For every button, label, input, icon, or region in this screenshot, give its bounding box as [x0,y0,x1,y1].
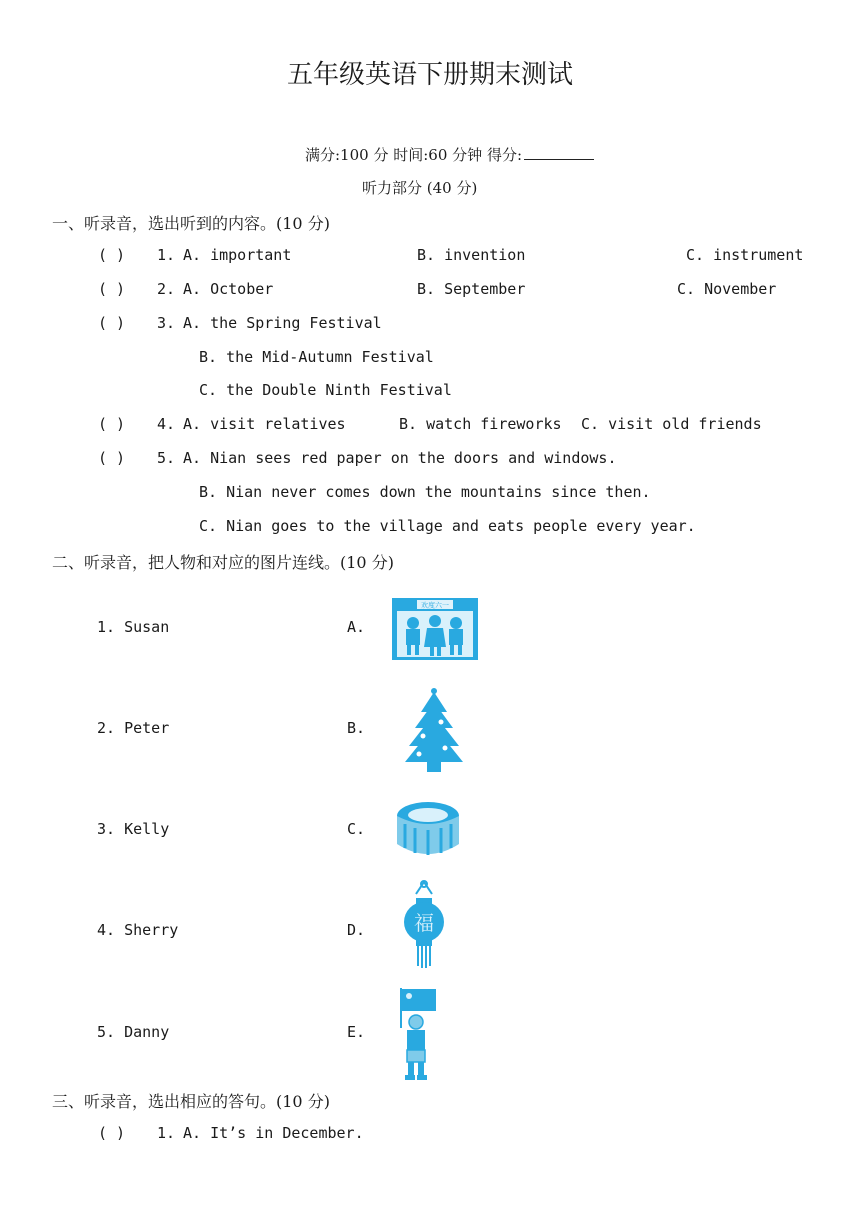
option-b: B. invention [417,246,526,264]
picture-letter: C. [347,820,366,838]
option-b: B. watch fireworks [399,415,562,433]
option-a: A. October [183,280,274,298]
question-number: 4. [157,415,176,433]
option-c: C. Nian goes to the village and eats people every year. [199,517,696,535]
person-item: 2. Peter [97,719,170,737]
option-c: C. November [677,280,777,298]
part1-heading: 一、听录音，选出听到的内容。(10 分) [52,214,330,233]
answer-paren[interactable]: ( ) [98,314,126,332]
question-number: 1. [157,1124,176,1142]
option-c: C. visit old friends [581,415,762,433]
fu-lantern-icon [402,880,448,975]
score-label: 得分: [486,146,522,164]
answer-paren[interactable]: ( ) [98,1124,126,1142]
time-limit: 时间:60 分钟 [393,146,483,164]
person-item: 4. Sherry [97,921,179,939]
option-c: C. instrument [686,246,804,264]
page-title: 五年级英语下册期末测试 [286,60,573,90]
poster-caption: 欢度六一 [421,601,449,610]
lantern-char: 福 [414,911,434,935]
option-b: B. Nian never comes down the mountains since then. [199,483,651,501]
picture-letter: E. [347,1023,366,1041]
part2-heading: 二、听录音，把人物和对应的图片连线。(10 分) [52,553,394,572]
answer-paren[interactable]: ( ) [98,246,126,264]
option-a: A. visit relatives [183,415,346,433]
picture-letter: D. [347,921,366,939]
picture-letter: B. [347,719,366,737]
option-a: A. the Spring Festival [183,314,382,332]
question-number: 2. [157,280,176,298]
answer-paren[interactable]: ( ) [98,415,126,433]
person-item: 5. Danny [97,1023,170,1041]
option-b: B. September [417,280,526,298]
christmas-tree-icon [401,686,467,779]
answer-paren[interactable]: ( ) [98,280,126,298]
picture-letter: A. [347,618,366,636]
option-a: A. Nian sees red paper on the doors and windows. [183,449,617,467]
part3-heading: 三、听录音，选出相应的答句。(10 分) [52,1092,330,1111]
question-number: 3. [157,314,176,332]
option-a: A. important [183,246,292,264]
children-poster-icon [391,597,479,666]
option-a: A. It’s in December. [183,1124,364,1142]
full-marks: 满分:100 分 [305,146,389,164]
question-number: 5. [157,449,176,467]
listening-header: 听力部分 (40 分) [362,179,478,197]
score-blank[interactable] [524,145,594,160]
boy-with-flag-icon [394,986,440,1087]
answer-paren[interactable]: ( ) [98,449,126,467]
mooncake-icon [393,798,463,869]
option-b: B. the Mid-Autumn Festival [199,348,434,366]
score-line [305,144,594,165]
person-item: 1. Susan [97,618,170,636]
question-number: 1. [157,246,176,264]
option-c: C. the Double Ninth Festival [199,381,452,399]
person-item: 3. Kelly [97,820,170,838]
